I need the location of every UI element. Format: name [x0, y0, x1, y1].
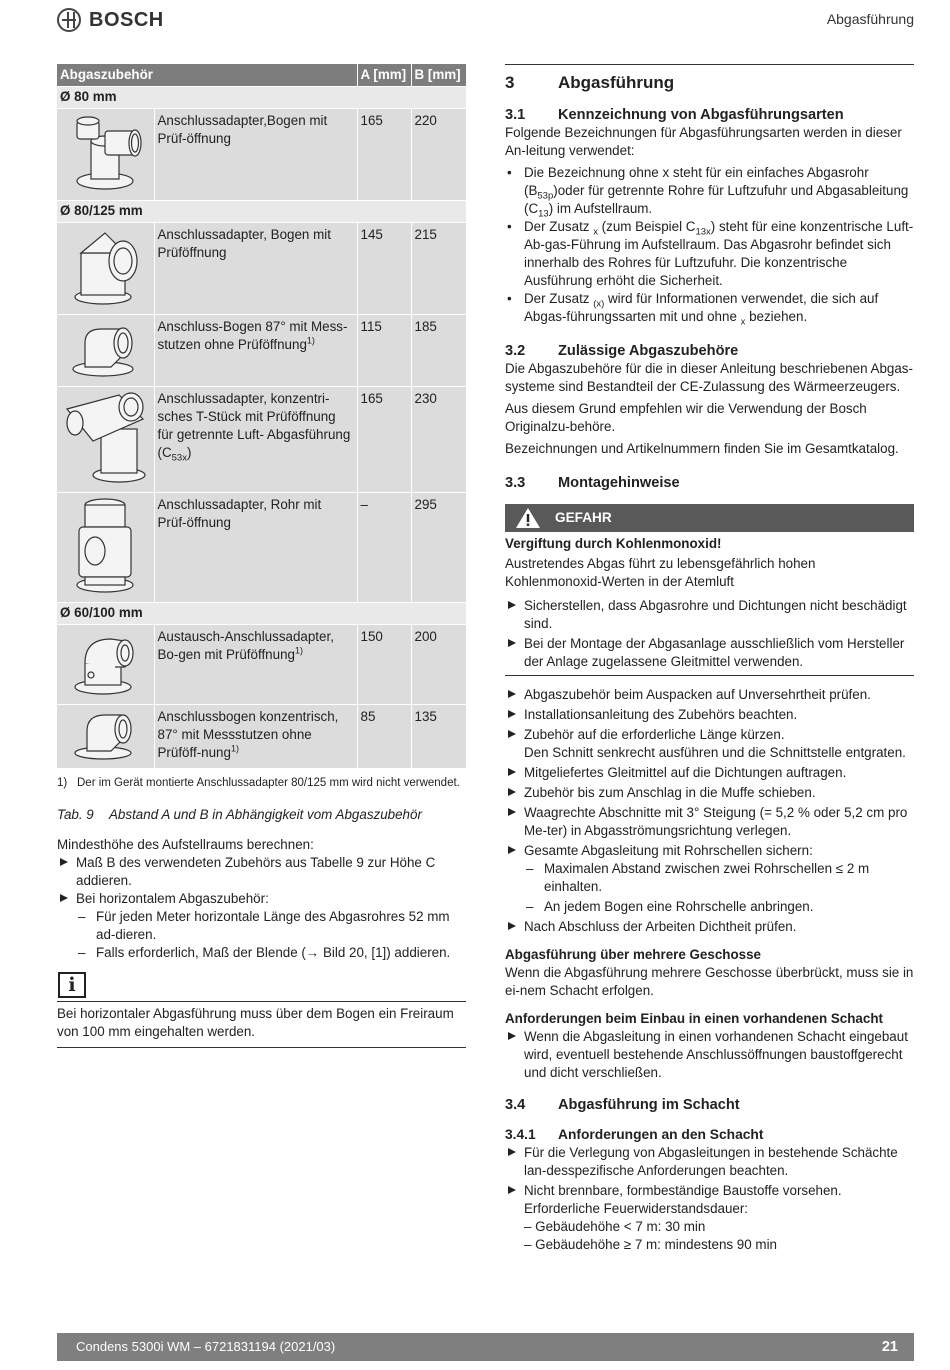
list-item: Für die Verlegung von Abgasleitungen in bestehende Schächte lan-desspezifische Anforderungen beachten.	[505, 1144, 914, 1180]
concentric-elbow-icon	[61, 225, 149, 307]
list-item: Zubehör auf die erforderliche Länge kürzen. Den Schnitt senkrecht ausführen und die Schnittstelle entgraten.	[505, 726, 914, 762]
info-icon: i	[58, 972, 86, 998]
subheading: Abgasführung über mehrere Geschosse	[505, 947, 761, 962]
danger-title: Vergiftung durch Kohlenmonoxid!	[505, 536, 722, 551]
accessory-table	[57, 64, 466, 768]
table-group-row: Ø 60/100 mm	[57, 602, 466, 624]
list-item: – Für jeden Meter horizontale Länge des Abgasrohres 52 mm ad-dieren.	[78, 908, 466, 944]
calc-intro: Mindesthöhe des Aufstellraums berechnen:	[57, 836, 314, 852]
list-item: Nach Abschluss der Arbeiten Dichtheit prüfen.	[505, 918, 914, 936]
danger-content	[505, 535, 914, 676]
chapter-heading: 3 Abgasführung	[505, 64, 914, 94]
page-number: 21	[881, 1339, 898, 1355]
table-row: Anschluss-Bogen 87° mit Mess-stutzen ohne Prüföffnung$^{1)}$ 115 185	[57, 314, 466, 386]
table-group-row: Ø 80 mm	[57, 86, 466, 108]
bosch-armature-icon	[57, 8, 81, 32]
section-heading: 3.3 Montagehinweise	[505, 475, 680, 491]
accessory-image	[57, 314, 154, 386]
t-piece-icon	[59, 389, 151, 485]
paragraph: Folgende Bezeichnungen für Abgasführungsarten werden in dieser An-leitung verwendet:	[505, 125, 902, 158]
accessory-image	[57, 222, 154, 314]
danger-text: Austretendes Abgas führt zu lebensgefährlich hohen Kohlenmonoxid-Werten in der Atemluft	[505, 556, 816, 589]
table-caption: Tab. 9 Abstand A und B in Abhängigkeit vom Abgaszubehör	[57, 806, 422, 822]
list-item: Gesamte Abgasleitung mit Rohrschellen sichern: – Maximalen Abstand zwischen zwei Rohrschellen ≤ 2 m einhalten. – An jedem Bogen eine Rohrschelle anbringen.	[505, 842, 914, 916]
section-heading: 3.4 Abgasführung im Schacht	[505, 1097, 740, 1113]
paragraph: Aus diesem Grund empfehlen wir die Verwendung der Bosch Originalzu-behöre.	[505, 401, 867, 434]
accessory-image	[57, 108, 154, 200]
paragraph: Wenn die Abgasführung mehrere Geschosse überbrückt, muss sie in ei-nem Schacht erfolgen.	[505, 965, 914, 998]
list-item: Sicherstellen, dass Abgasrohre und Dichtungen nicht beschädigt sind.	[505, 597, 914, 633]
danger-label: GEFAHR	[555, 510, 612, 525]
bend-87-icon	[61, 317, 149, 379]
col-header-accessory: Abgaszubehör	[57, 64, 357, 86]
paragraph: Bezeichnungen und Artikelnummern finden Sie im Gesamtkatalog.	[505, 441, 899, 456]
list-item: – Maximalen Abstand zwischen zwei Rohrschellen ≤ 2 m einhalten.	[526, 860, 914, 896]
concentric-bend-icon	[63, 707, 147, 761]
page-footer	[57, 1333, 914, 1361]
replacement-adapter-icon	[63, 627, 147, 697]
brand-logo	[57, 8, 164, 32]
table-row: Austausch-Anschlussadapter, Bo-gen mit Prüföffnung$^{1)}$ 150 200	[57, 624, 466, 704]
list-item: – Falls erforderlich, Maß der Blende (→ Bild 20, [1]) addieren.	[78, 944, 466, 962]
table-group-row: Ø 80/125 mm	[57, 200, 466, 222]
shaft-requirements	[505, 1144, 914, 1254]
section-heading: 3.2 Zulässige Abgaszubehöre	[505, 343, 739, 359]
table-row: Anschlussadapter, Bogen mit Prüföffnung 145 215	[57, 222, 466, 314]
table-row: Anschlussbogen konzentrisch, 87° mit Messstutzen ohne Prüföff-nung$^{1)}$ 85 135	[57, 704, 466, 768]
info-note	[57, 972, 466, 1048]
list-item: Installationsanleitung des Zubehörs beachten.	[505, 706, 914, 724]
accessory-image	[57, 492, 154, 602]
elbow-with-inspection-icon	[61, 111, 149, 193]
list-item: • Der Zusatz $_x$ (zum Beispiel $C_{13x}$) steht für eine konzentrische Luft-Ab-gas-Führung im Aufstellraum. Das Abgasrohr befindet sich innerhalb des Rohres für Luftzufuhr. Die konzentrische Ausführung erhöht die Sicherheit.	[505, 218, 914, 290]
list-item: Maß B des verwendeten Zubehörs aus Tabelle 9 zur Höhe C addieren.	[57, 854, 466, 890]
left-column	[57, 64, 466, 1048]
col-header-b: B [mm]	[411, 64, 466, 86]
brand-name: BOSCH	[89, 9, 164, 31]
accessory-image	[57, 624, 154, 704]
danger-banner	[505, 504, 914, 532]
warning-triangle-icon	[515, 507, 541, 529]
paragraph: Die Abgaszubehöre für die in dieser Anleitung beschriebenen Abgas-systeme sind Bestandteil der CE-Zulassung des Wärmeerzeugers.	[505, 361, 913, 394]
list-item: – An jedem Bogen eine Rohrschelle anbringen.	[526, 898, 914, 916]
info-text: Bei horizontaler Abgasführung muss über dem Bogen ein Freiraum von 100 mm eingehalten werden.	[57, 1001, 466, 1041]
list-item: Wenn die Abgasleitung in einen vorhandenen Schacht eingebaut wird, eventuell bestehende Anschlussöffnungen baustoffgerecht und dicht verschließen.	[505, 1028, 914, 1082]
pipe-with-inspection-icon	[65, 495, 145, 595]
table-header-row	[57, 64, 466, 86]
section-heading: 3.1 Kennzeichnung von Abgasführungsarten	[505, 107, 844, 123]
col-header-a: A [mm]	[357, 64, 411, 86]
calc-steps	[57, 854, 466, 962]
table-footnote: 1) Der im Gerät montierte Anschlussadapter 80/125 mm wird nicht verwendet.	[57, 776, 460, 789]
list-item: Abgaszubehör beim Auspacken auf Unversehrtheit prüfen.	[505, 686, 914, 704]
installation-steps	[505, 686, 914, 936]
accessory-image	[57, 386, 154, 492]
section-header: Abgasführung	[826, 11, 914, 27]
table-row: Anschlussadapter,Bogen mit Prüf-öffnung 165 220	[57, 108, 466, 200]
list-item: • Die Bezeichnung ohne x steht für ein einfaches Abgasrohr $(B_{53p})oder$ für getrennte Rohre für Luftzufuhr und Abgasableitung $(C_{13})$ im Aufstellraum.	[505, 164, 914, 218]
designation-list	[505, 164, 914, 326]
right-column	[505, 64, 914, 1254]
subsection-heading: 3.4.1 Anforderungen an den Schacht	[505, 1127, 764, 1142]
list-item: Nicht brennbare, formbeständige Baustoffe vorsehen. Erforderliche Feuerwiderstandsdauer: – Gebäudehöhe < 7 m: 30 min – Gebäudehöhe ≥ 7 m: mindestens 90 min	[505, 1182, 914, 1254]
document-id: Condens 5300i WM – 6721831194 (2021/03)	[76, 1339, 336, 1354]
list-item: Mitgeliefertes Gleitmittel auf die Dichtungen auftragen.	[505, 764, 914, 782]
table-row: Anschlussadapter, konzentri-sches T-Stück mit Prüföffnung für getrennte Luft- Abgasführung $(C_{53x})$ 165 230	[57, 386, 466, 492]
list-item: Waagrechte Abschnitte mit 3° Steigung (= 5,2 % oder 5,2 cm pro Me-ter) in Abgasströmungsrichtung verlegen.	[505, 804, 914, 840]
list-item: Bei der Montage der Abgasanlage ausschließlich vom Hersteller der Anlage zugelassene Gleitmittel verwenden.	[505, 635, 914, 671]
list-item: Bei horizontalem Abgaszubehör: – Für jeden Meter horizontale Länge des Abgasrohres 52 mm ad-dieren. – Falls erforderlich, Maß der Blende (→ Bild 20, [1]) addieren.	[57, 890, 466, 962]
accessory-image	[57, 704, 154, 768]
list-item: • Der Zusatz $_{(x)}$ wird für Informationen verwendet, die sich auf Abgas-führungssarten mit und ohne $_x$ beziehen.	[505, 290, 914, 326]
list-item: Zubehör bis zum Anschlag in die Muffe schieben.	[505, 784, 914, 802]
table-row: Anschlussadapter, Rohr mit Prüf-öffnung – 295	[57, 492, 466, 602]
subheading: Anforderungen beim Einbau in einen vorhandenen Schacht	[505, 1011, 883, 1026]
